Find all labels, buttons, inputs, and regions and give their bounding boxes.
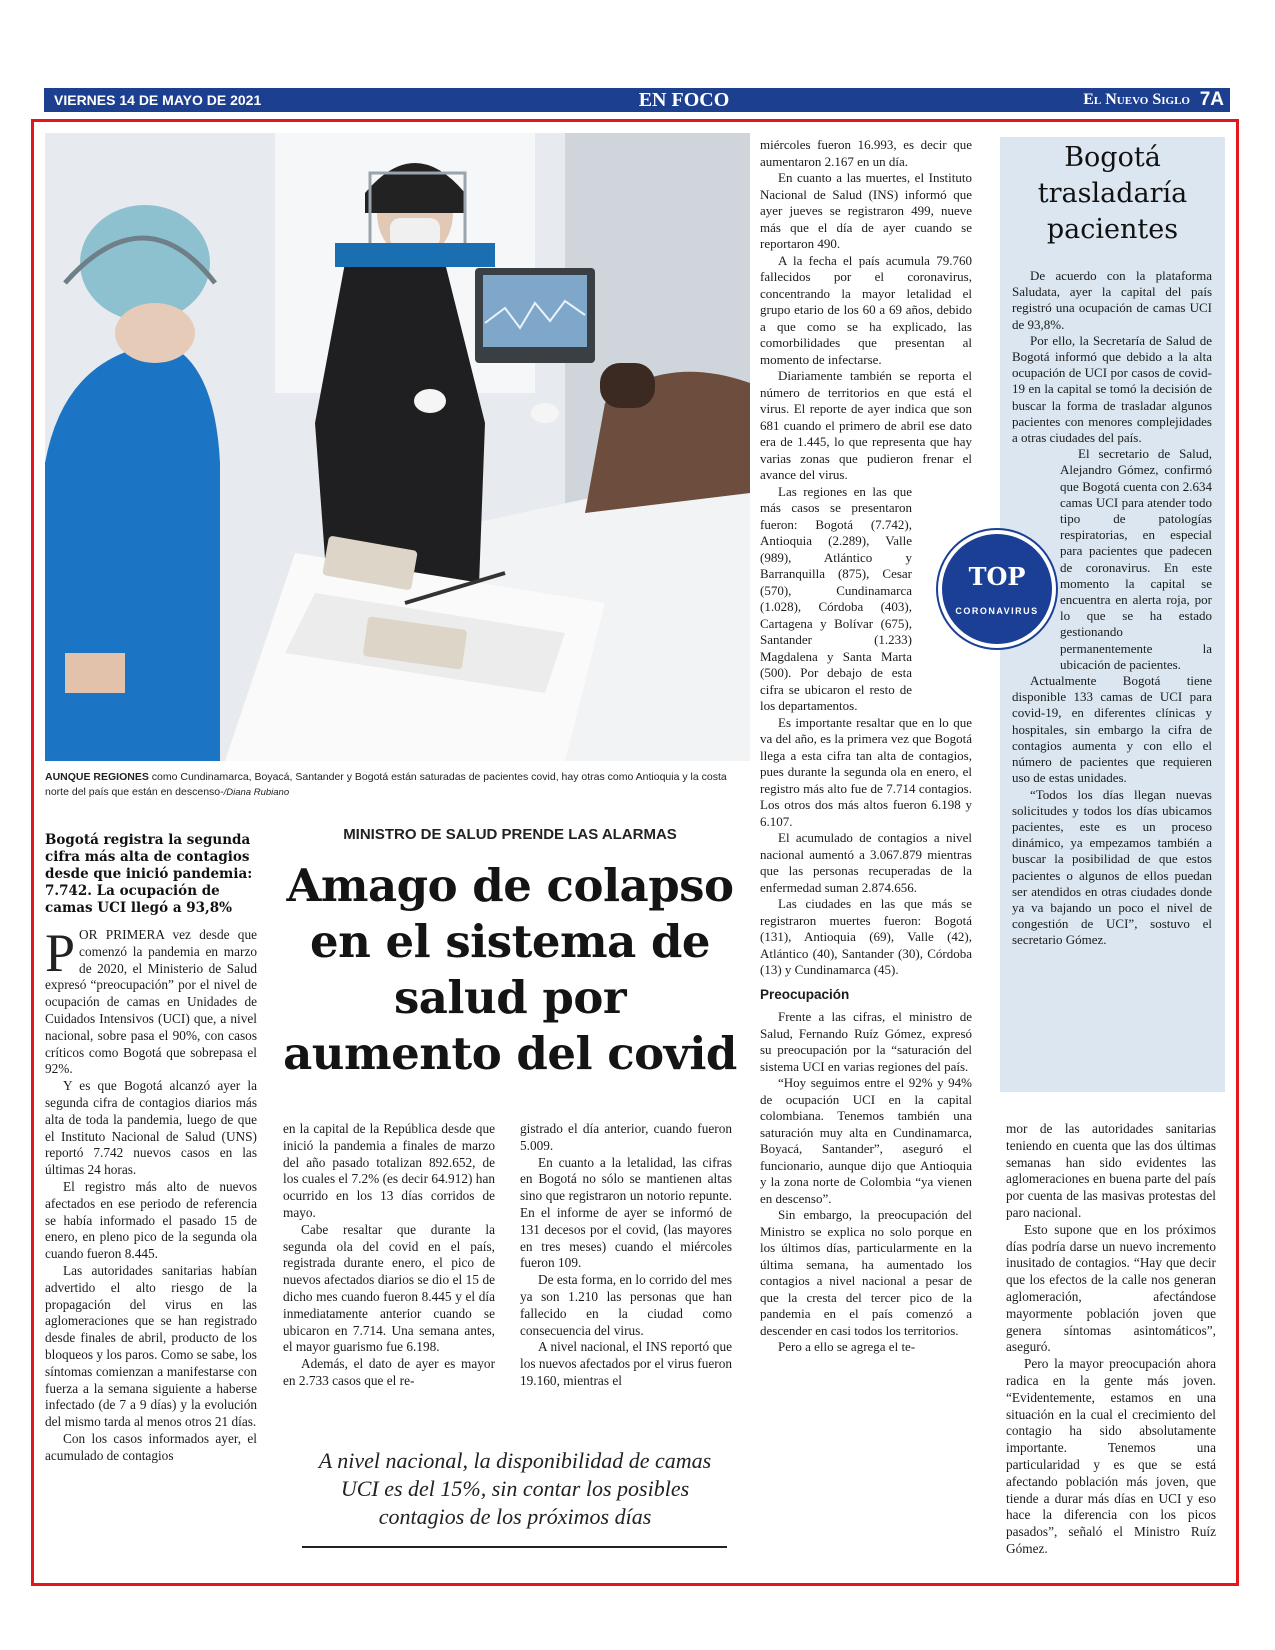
article-photo <box>45 133 750 761</box>
paragraph: gistrado el día anterior, cuando fueron 5.009. <box>520 1121 732 1153</box>
subhead: Preocupación <box>760 986 850 1002</box>
section-name: EN FOCO <box>638 89 730 111</box>
page-number: 7A <box>1199 89 1224 110</box>
paragraph: De acuerdo con la plataforma Saludata, ayer la capital del país registró una ocupación de camas UCI de 93,8%. <box>1012 268 1212 332</box>
paragraph: Pero la mayor preocupación ahora radica en la gente más joven. “Evidentemente, estamos en una situación en la cual el crecimiento del contagio ha sido absolutamente importante. Tenemos una particularidad y es que se está afectando población más joven, que tiende a durar más días en UCI y eso hace la diferencia con los picos pasados”, señaló el Ministro Ruíz Gómez. <box>1006 1356 1216 1556</box>
paragraph: miércoles fueron 16.993, es decir que aumentaron 2.167 en un día. <box>760 137 972 169</box>
paragraph: Con los casos informados ayer, el acumulado de contagios <box>45 1430 257 1463</box>
paragraph: “Todos los días llegan nuevas solicitudes y todos los días ubicamos pacientes, este es un proceso dinámico, ya empezamos también a buscar la posibilidad de que estos pacientes o algunos de ellos puedan ser atendidos en otras ciudades donde ya va bajando un poco el nivel de congestión de UCI”, sostuvo el secretario Gómez. <box>1012 786 1212 948</box>
article-kicker: MINISTRO DE SALUD PRENDE LAS ALARMAS <box>343 826 677 843</box>
paragraph: Las regiones en las que más casos se presentaron fueron: Bogotá (7.742), Antioquia (2.289), Valle (989), Atlántico y Barranquilla (875), Cesar (570), Cundinamarca (1.028), Córdoba (403), Cartagena y Bolívar (675), Santander (1.233) Magdalena y Santa Marta (500). Por debajo de esta cifra se ubicaron el resto de los departamentos. <box>760 483 912 713</box>
paragraph: Pero a ello se agrega el te- <box>778 1339 916 1354</box>
col1-lead: OR PRIMERA vez desde que comenzó la pandemia en marzo de 2020, el Ministerio de Salud expresó “preocupación” por el nivel de ocupación de camas en Unidades de Cuidados Intensivos (UCI) que, a nivel nacional, sobre pasa el 90%, con casos críticos como Bogotá que sobrepasa el 92%. <box>45 927 257 1077</box>
column-2 <box>283 1121 495 1390</box>
newspaper-brand: El Nuevo Siglo <box>1083 91 1190 108</box>
photo-caption <box>45 770 750 800</box>
paragraph: A la fecha el país acumula 79.760 fallecidos por el coronavirus, concentrando la mayor letalidad el grupo etario de los 60 a 69 años, debido a que como se ha explicado, las comorbilidades que presentan al momento de infectarse. <box>760 252 972 367</box>
page-header-bar <box>44 88 1230 112</box>
paragraph: Las ciudades en las que más se registraron muertes fueron: Bogotá (131), Antioquia (69), Valle (42), Atlántico (40), Santander (30), Córdoba (13) y Cundinamarca (45). <box>760 896 972 977</box>
paragraph: Por ello, la Secretaría de Salud de Bogotá informó que debido a la alta ocupación de UCI por casos de covid-19 en la capital se tomó la decisión de buscar la forma de trasladar algunos pacientes con menores complejidades a otras ciudades del país. <box>1012 332 1212 446</box>
paragraph: en la capital de la República desde que inició la pandemia a finales de marzo del año pasado totalizan 892.652, de los cuales el 7.2% (es decir 64.912) han ocurrido en los 13 días corridos de mayo. <box>283 1121 495 1220</box>
column-5 <box>1006 1121 1216 1558</box>
photo-credit: /Diana Rubiano <box>223 787 290 798</box>
paragraph: mor de las autoridades sanitarias teniendo en cuenta que las dos últimas semanas han sido evidentes las aglomeraciones en buena parte del país por cuenta de las masivas protestas del paro nacional. <box>1006 1121 1216 1220</box>
paragraph: Además, el dato de ayer es mayor en 2.733 casos que el re- <box>283 1356 495 1388</box>
paragraph: Esto supone que en los próximos días podría darse un nuevo incremento inusitado de contagios. “Hay que decir que los efectos de la calle nos generan aglomeración, afectándose mayormente población joven que genera síntomas asintomáticos”, aseguró. <box>1006 1221 1216 1355</box>
paragraph: El acumulado de contagios a nivel nacional aumentó a 3.067.879 mientras que las personas recuperadas de la enfermedad suman 2.874.656. <box>760 830 972 895</box>
issue-date: VIERNES 14 DE MAYO DE 2021 <box>54 92 262 108</box>
pull-quote: A nivel nacional, la disponibilidad de camas UCI es del 15%, sin contar los posibles contagios de los próximos días <box>318 1448 712 1529</box>
top-coronavirus-badge <box>938 530 1056 648</box>
paragraph: Diariamente también se reporta el número de territorios en que está el virus. El reporte de ayer indica que son 681 cuando el primero de abril ese dato era de 1.445, lo que representa que hay varias zonas que pudieron frenar el avance del virus. <box>760 368 972 482</box>
paragraph: El registro más alto de nuevos afectados en ese periodo de referencia se había informado el pasado 15 de enero, en pleno pico de la segunda ola cuando fueron 8.445. <box>45 1178 257 1262</box>
paragraph: Cabe resaltar que durante la segunda ola del covid en el país, registrada durante enero, el pico de nuevos afectados diarios se dio el 15 de dicho mes cuando fueron 8.445 y el día inmediatamente anterior cuando se ubicaron en 7.714. Una semana antes, el mayor guarismo fue 6.198. <box>283 1221 495 1355</box>
paragraph: En cuanto a la letalidad, las cifras en Bogotá no sólo se mantienen altas sino que registraron un notorio repunte. En el informe de ayer se informó de 131 decesos por el covid, (las mayores en tres meses) cuando el miércoles fueron 109. <box>520 1154 732 1271</box>
paragraph: Las autoridades sanitarias habían advertido el alto riesgo de la propagación del virus en las aglomeraciones que se han registrado desde finales de abril, producto de los bloqueos y los paros. Como se sabe, los síntomas comienzan a manifestarse con fuerza a la semana siguiente a haberse infectado (de 7 a 9 días) y la evolución del mismo tarda al menos otros 21 días. <box>45 1262 257 1430</box>
column-1 <box>45 923 257 1465</box>
paragraph: El secretario de Salud, Alejandro Gómez, confirmó que Bogotá cuenta con 2.634 camas UCI para atender todo tipo de patologías respiratorias, en especial para pacientes que padecen de coronavirus. En este momento la capital se encuentra en alerta roja, por lo que se ha estado gestionando permanentemente la ubicación de pacientes. <box>1060 446 1212 672</box>
paragraph: En cuanto a las muertes, el Instituto Nacional de Salud (INS) informó que ayer jueves se registraron 499, nueve más que el día de ayer cuando se reportaron 490. <box>760 170 972 251</box>
drop-cap: P <box>45 923 76 983</box>
paragraph: Actualmente Bogotá tiene disponible 133 camas de UCI para covid-19, en diferentes clínicas y hospitales, sin embargo la cifra de contagios aumenta y con ello el número de pacientes que requieren uso de estas unidades. <box>1012 673 1212 786</box>
paragraph: De esta forma, en lo corrido del mes ya son 1.210 las personas que han fallecido en la ciudad como consecuencia del virus. <box>520 1272 732 1338</box>
sidebar-title: Bogotá trasladaría pacientes <box>1037 142 1188 245</box>
paragraph: A nivel nacional, el INS reportó que los nuevos afectados por el virus fueron 19.160, mientras el <box>520 1339 732 1388</box>
paragraph: “Hoy seguimos entre el 92% y 94% de ocupación UCI en la capital colombiana. Tenemos también una saturación muy alta en Cundinamarca, Boyacá, Santander”, aseguró el funcionario, aunque dijo que Antioquia y la zona norte de Colombia “ya vienen en descenso”. <box>760 1075 972 1206</box>
article-headline: Amago de colapso en el sistema de salud por aumento del covid <box>283 859 737 1080</box>
paragraph: Frente a las cifras, el ministro de Salud, Fernando Ruíz Gómez, expresó su preocupación por la “saturación del sistema UCI en varias regiones del país. <box>760 1009 972 1074</box>
caption-text: como Cundinamarca, Boyacá, Santander y Bogotá están saturadas de pacientes covid, hay otras como Antioquia y la costa norte del país que están en descenso- <box>45 771 727 798</box>
badge-sub-label: CORONAVIRUS <box>955 606 1039 616</box>
column-4 <box>760 137 972 1356</box>
badge-top-label: TOP <box>968 562 1026 591</box>
pull-quote-rule <box>302 1546 727 1548</box>
article-deck: Bogotá registra la segunda cifra más alta de contagios desde que inició pandemia: 7.742. La ocupación de camas UCI llegó a 93,8% <box>45 832 253 916</box>
paragraph: Es importante resaltar que en lo que va del año, es la primera vez que Bogotá llega a esta cifra tan alta de contagios, pues durante la segunda ola en enero, el registro más alto fue de 7.714 contagios. Los otros dos más altos fueron 6.198 y 6.107. <box>760 714 972 829</box>
paragraph: Sin embargo, la preocupación del Ministro se explica no solo porque en los últimos días, particularmente en la última semana, ha aumentado los contagios a nivel nacional a pesar de que la cresta del tercer pico de la pandemia en el país comenzó a descender en casi todos los territorios. <box>760 1207 972 1338</box>
caption-lead: AUNQUE REGIONES <box>45 771 149 783</box>
column-3 <box>520 1121 732 1390</box>
paragraph: Y es que Bogotá alcanzó ayer la segunda cifra de contagios diarios más alta de toda la pandemia, luego de que el Instituto Nacional de Salud (UNS) reportó 7.742 nuevos casos en las últimas 24 horas. <box>45 1078 257 1178</box>
